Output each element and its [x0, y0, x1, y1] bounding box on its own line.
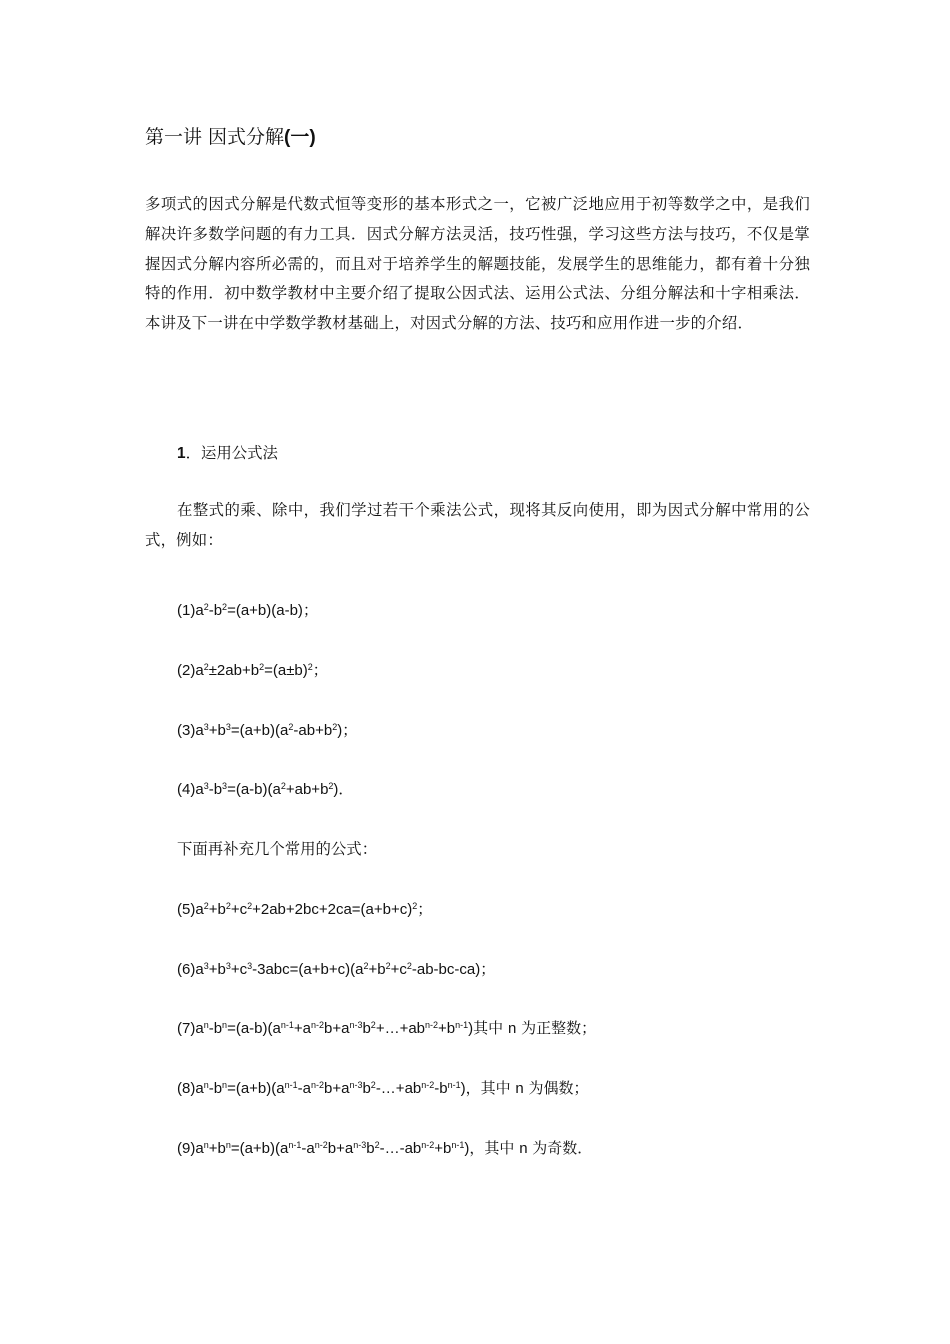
formula-text: ): [337, 722, 343, 739]
formula-exponent: 3: [222, 781, 228, 791]
formula-text: -b: [434, 1080, 448, 1097]
formula-text: +c: [390, 961, 407, 978]
formula-text: =(a+b)(a: [230, 722, 289, 739]
formula-text: 其中: [473, 1019, 508, 1037]
formula-text: +b: [434, 1140, 452, 1157]
formula-exponent: n-1: [280, 1020, 294, 1030]
formula-exponent: n-1: [288, 1140, 302, 1150]
section-label: ．运用公式法: [185, 444, 278, 462]
formula-exponent: 3: [225, 722, 231, 732]
formula-text: ；: [342, 721, 358, 739]
formula-text: ．: [338, 780, 354, 798]
formula-8: [177, 1077, 589, 1100]
formula-text: (7)a: [177, 1020, 204, 1037]
formula-text: =(a+b)(a: [230, 1140, 289, 1157]
formula-text: 为正整数；: [516, 1019, 597, 1037]
formula-text: =(a+b)(a: [227, 1080, 285, 1097]
formula-exponent: n-1: [455, 1020, 469, 1030]
formula-exponent: 2: [203, 662, 209, 672]
formula-exponent: n-2: [425, 1020, 439, 1030]
formula-text: ): [468, 1020, 474, 1037]
formula-text: b: [366, 1140, 375, 1157]
formula-text: b+a: [323, 1020, 350, 1037]
formula-exponent: n-2: [421, 1140, 435, 1150]
formula-text: b: [362, 1020, 371, 1037]
formula-text: b: [362, 1080, 371, 1097]
formula-5: [177, 898, 432, 921]
formula-text: -b: [208, 781, 223, 798]
formula-text: b+a: [327, 1140, 354, 1157]
formula-text: (1)a: [177, 602, 204, 619]
formula-exponent: 2: [412, 901, 418, 911]
formula-text: b+a: [323, 1080, 350, 1097]
formula-text: ；: [302, 601, 318, 619]
formula-text: -3abc=(a+b+c)(a: [252, 961, 364, 978]
formula-exponent: 2: [222, 602, 228, 612]
formula-exponent: n: [203, 1080, 209, 1090]
formula-text: (8)a: [177, 1080, 204, 1097]
formula-text: -ab-bc-ca): [411, 961, 481, 978]
formula-text: n: [519, 1140, 528, 1157]
formula-exponent: 2: [406, 961, 412, 971]
formula-exponent: n-1: [451, 1140, 465, 1150]
section-heading: [177, 442, 278, 465]
formula-text: ；: [480, 960, 496, 978]
formula-text: +a: [293, 1020, 311, 1037]
formula-text: (3)a: [177, 722, 204, 739]
formula-exponent: 2: [307, 662, 313, 672]
formula-text: +c: [230, 961, 248, 978]
formula-exponent: n-1: [284, 1080, 298, 1090]
formula-exponent: 2: [363, 961, 369, 971]
formula-exponent: n-3: [349, 1080, 363, 1090]
formula-text: +2ab+2bc+2ca=(a+b+c): [252, 901, 413, 918]
formula-exponent: n-2: [310, 1080, 324, 1090]
formula-exponent: n: [203, 1140, 209, 1150]
formula-text: (4)a: [177, 781, 204, 798]
formula-text: -…+ab: [375, 1080, 422, 1097]
formula-exponent: 2: [247, 901, 253, 911]
formula-text: +…+ab: [375, 1020, 426, 1037]
formula-text: (5)a: [177, 901, 204, 918]
formula-text: -b: [208, 1020, 223, 1037]
formula-2: [177, 659, 328, 682]
formula-text: ，其中: [469, 1139, 520, 1157]
formula-exponent: 2: [280, 781, 286, 791]
formula-text: +b: [208, 901, 226, 918]
formula-text: ): [464, 1140, 470, 1157]
formula-exponent: 3: [225, 961, 231, 971]
formula-text: +b: [438, 1020, 456, 1037]
formula-exponent: 2: [225, 901, 231, 911]
formula-text: +b: [208, 961, 226, 978]
formula-exponent: n-3: [353, 1140, 367, 1150]
formula-exponent: 2: [374, 1140, 380, 1150]
formula-text: =(a+b)(a-b): [227, 602, 303, 619]
formula-exponent: 2: [385, 961, 391, 971]
formula-9: [177, 1137, 592, 1160]
formula-text: +b: [208, 722, 226, 739]
formula-3: [177, 719, 357, 742]
formula-text: n: [507, 1020, 517, 1037]
formula-text: ±2ab+b: [208, 662, 260, 679]
lecture-title: [145, 123, 316, 152]
formula-exponent: 2: [370, 1080, 376, 1090]
formula-text: +b: [368, 961, 386, 978]
formula-exponent: n-1: [447, 1080, 461, 1090]
formula-text: (2)a: [177, 662, 204, 679]
formula-exponent: 3: [203, 722, 209, 732]
formula-exponent: n-2: [421, 1080, 435, 1090]
formula-text: 为偶数；: [523, 1079, 589, 1097]
formula-text: -b: [208, 1080, 223, 1097]
formula-1: [177, 599, 318, 622]
formula-text: -ab+b: [293, 722, 333, 739]
formula-exponent: 2: [203, 901, 209, 911]
formula-text: -a: [297, 1080, 311, 1097]
formula-exponent: 2: [288, 722, 294, 732]
section-intro-paragraph: 在整式的乘、除中，我们学过若干个乘法公式，现将其反向使用，即为因式分解中常用的公式，例如：: [145, 501, 810, 549]
formula-text: =(a±b): [264, 662, 308, 679]
formula-text: -a: [301, 1140, 315, 1157]
formula-exponent: 2: [203, 602, 209, 612]
formula-exponent: 2: [259, 662, 265, 672]
formula-exponent: 2: [370, 1020, 376, 1030]
formula-text: 为奇数．: [527, 1139, 593, 1157]
formula-exponent: n: [203, 1020, 209, 1030]
formula-6: [177, 958, 495, 981]
supplement-label: 下面再补充几个常用的公式：: [177, 840, 378, 858]
formula-exponent: n: [222, 1020, 228, 1030]
formula-text: -b: [208, 602, 223, 619]
lecture-title-paren: (一): [284, 127, 316, 148]
formula-text: +b: [208, 1140, 226, 1157]
formula-7: [177, 1017, 596, 1040]
formula-exponent: 2: [332, 722, 338, 732]
formula-text: =(a-b)(a: [227, 781, 281, 798]
formula-text: +ab+b: [285, 781, 329, 798]
intro-paragraph: 多项式的因式分解是代数式恒等变形的基本形式之一，它被广泛地应用于初等数学之中，是我们解决许多数学问题的有力工具．因式分解方法灵活，技巧性强，学习这些方法与技巧，不仅是掌握因式分解内容所必需的，而且对于培养学生的解题技能，发展学生的思维能力，都有着十分独特的作用．初中数学教材中主要介绍了提取公因式法、运用公式法、分组分解法和十字相乘法．本讲及下一讲在中学数学教材基础上，对因式分解的方法、技巧和应用作进一步的介绍．: [145, 195, 810, 333]
formula-exponent: 3: [203, 961, 209, 971]
formula-text: +c: [230, 901, 248, 918]
formula-text: (9)a: [177, 1140, 204, 1157]
formula-text: ): [333, 781, 339, 798]
formula-text: ，其中: [465, 1079, 516, 1097]
formula-exponent: 3: [247, 961, 253, 971]
formula-text: ；: [417, 900, 433, 918]
section-number: 1: [177, 445, 186, 462]
formula-exponent: n: [222, 1080, 228, 1090]
formula-exponent: n: [225, 1140, 231, 1150]
formula-text: =(a-b)(a: [227, 1020, 281, 1037]
formula-exponent: 2: [328, 781, 334, 791]
formula-text: ；: [312, 661, 328, 679]
formula-exponent: 3: [203, 781, 209, 791]
formula-exponent: n-2: [314, 1140, 328, 1150]
formula-4: [177, 778, 353, 801]
formula-text: ): [460, 1080, 466, 1097]
formula-exponent: n-2: [310, 1020, 324, 1030]
formula-text: (6)a: [177, 961, 204, 978]
formula-text: n: [515, 1080, 524, 1097]
formula-exponent: n-3: [349, 1020, 363, 1030]
lecture-title-text: 第一讲 因式分解: [145, 126, 285, 148]
formula-text: -…-ab: [379, 1140, 422, 1157]
